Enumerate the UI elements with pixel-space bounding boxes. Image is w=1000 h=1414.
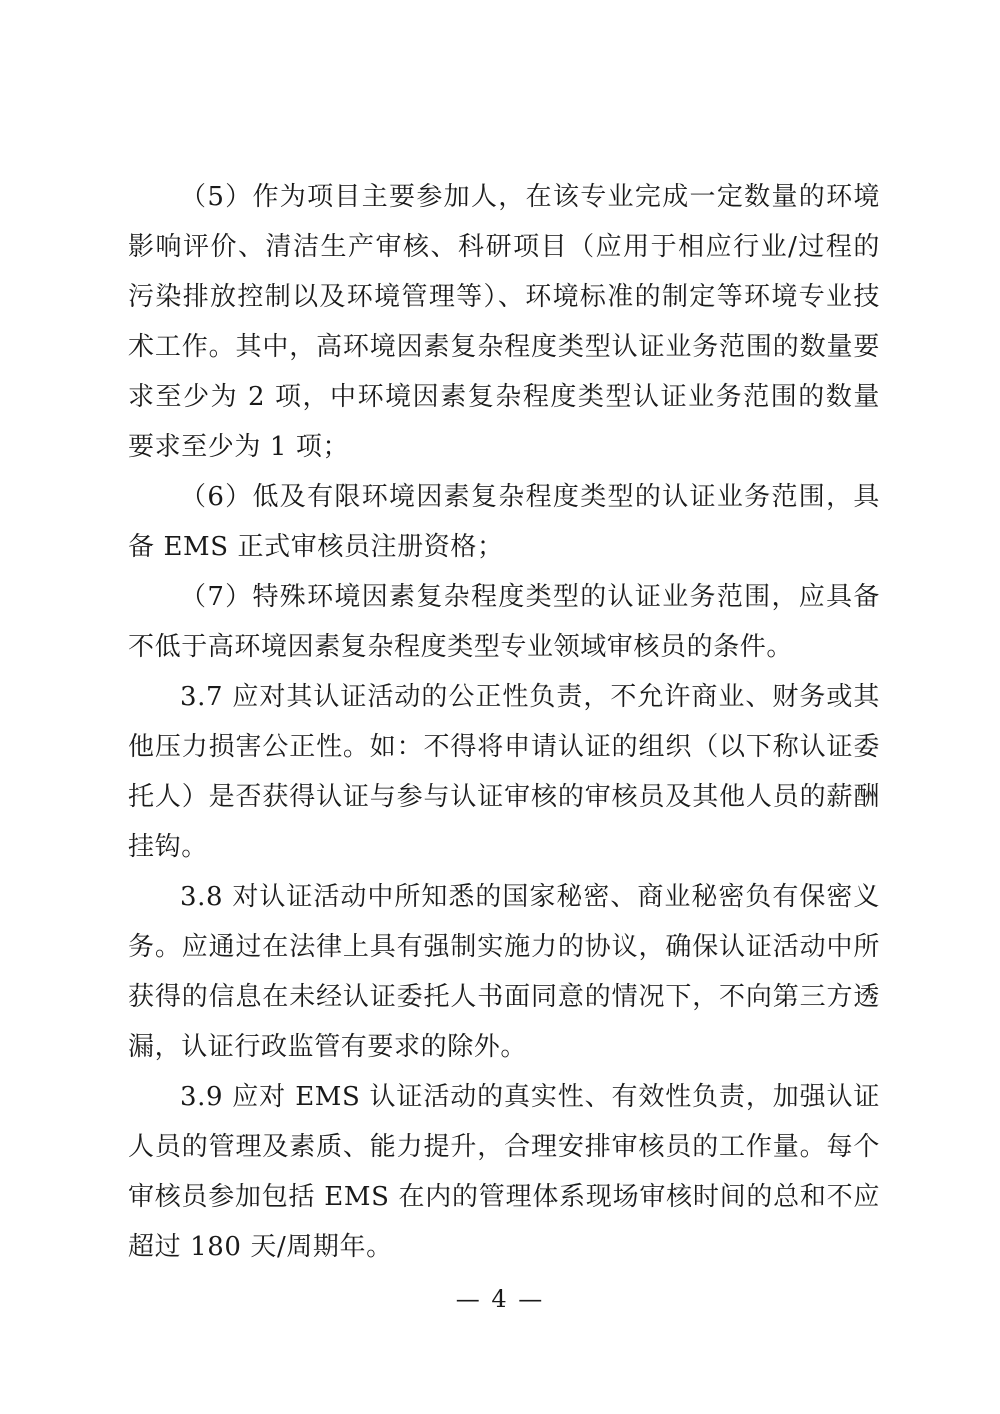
paragraph-item-5: （5）作为项目主要参加人，在该专业完成一定数量的环境影响评价、清洁生产审核、科研项目（应用于相应行业/过程的污染排放控制以及环境管理等）、环境标准的制定等环境专业技术工作。其中，高环境因素复杂程度类型认证业务范围的数量要求至少为 2 项，中环境因素复杂程度类型认证业务范围的数量要求至少为 1 项； (128, 182, 880, 462)
paragraph-clause-3-8: 3.8 对认证活动中所知悉的国家秘密、商业秘密负有保密义务。应通过在法律上具有强制实施力的协议，确保认证活动中所获得的信息在未经认证委托人书面同意的情况下，不向第三方透漏，认证行政监管有要求的除外。 (128, 882, 880, 1062)
document-body (128, 172, 880, 1272)
paragraph-clause-3-7: 3.7 应对其认证活动的公正性负责，不允许商业、财务或其他压力损害公正性。如：不得将申请认证的组织（以下称认证委托人）是否获得认证与参与认证审核的审核员及其他人员的薪酬挂钩。 (128, 682, 880, 862)
page-number: — 4 — (455, 1285, 545, 1313)
paragraph-clause-3-9: 3.9 应对 EMS 认证活动的真实性、有效性负责，加强认证人员的管理及素质、能力提升，合理安排审核员的工作量。每个审核员参加包括 EMS 在内的管理体系现场审核时间的总和不应超过 180 天/周期年。 (128, 1082, 880, 1262)
paragraph-item-6: （6）低及有限环境因素复杂程度类型的认证业务范围，具备 EMS 正式审核员注册资格； (128, 482, 880, 562)
paragraph-item-7: （7）特殊环境因素复杂程度类型的认证业务范围，应具备不低于高环境因素复杂程度类型专业领域审核员的条件。 (128, 582, 880, 662)
